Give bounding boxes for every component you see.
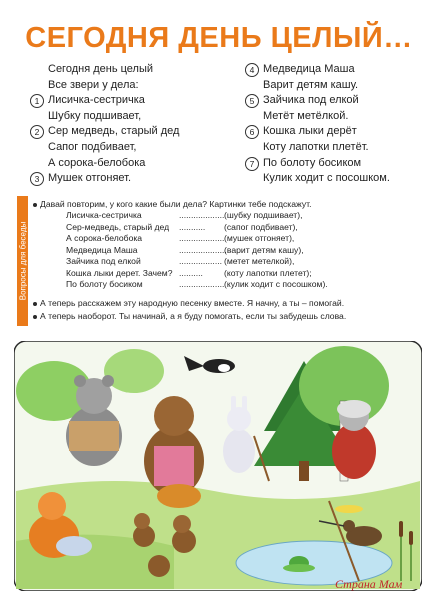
qa-dots: .......... bbox=[179, 267, 203, 278]
line-number-badge: 6 bbox=[245, 125, 259, 139]
question-text: А теперь наоборот. Ты начинай, а я буду помогать, если ты забудешь слова. bbox=[40, 311, 347, 321]
poem-line-text: Лисичка-сестричка bbox=[48, 94, 145, 107]
question-retell-reverse bbox=[33, 311, 433, 322]
cat bbox=[332, 400, 376, 479]
question-text: Давай повторим, у кого какие были дела? Картинки тебе подскажут. bbox=[40, 199, 312, 209]
poem-line bbox=[263, 140, 433, 156]
poem-line-text: Варит детям кашу. bbox=[263, 78, 359, 91]
qa-what: (варит детям кашу), bbox=[224, 244, 304, 255]
poem-line-text: Коту лапотки плетёт. bbox=[263, 140, 369, 153]
poem-line-text: Сапог подбивает, bbox=[48, 140, 137, 153]
poem-left-column bbox=[34, 62, 238, 187]
qa-who: По болоту босиком bbox=[66, 279, 143, 289]
watermark: Страна Мам bbox=[335, 577, 403, 591]
poem-line bbox=[48, 109, 238, 125]
poem-line-text: Сегодня день целый bbox=[48, 63, 154, 75]
qa-list bbox=[66, 210, 426, 291]
poem-line-text: По болоту босиком bbox=[263, 156, 362, 169]
poem-line bbox=[34, 93, 238, 109]
question-intro bbox=[33, 199, 433, 210]
line-number-badge: 3 bbox=[30, 172, 44, 186]
qa-dots: ................... bbox=[179, 233, 225, 243]
poem-line bbox=[263, 78, 433, 94]
poem-line-text: Мушек отгоняет. bbox=[48, 172, 132, 185]
poem-line-text: Все звери у дела: bbox=[48, 78, 139, 91]
qa-row bbox=[66, 256, 426, 268]
line-number-badge: 4 bbox=[245, 63, 259, 77]
poem-line bbox=[34, 171, 238, 187]
poem-line-text: Кошка лыки дерёт bbox=[263, 125, 357, 138]
discussion-sidebar bbox=[17, 196, 28, 326]
bullet-icon bbox=[33, 203, 37, 207]
qa-row bbox=[66, 233, 426, 245]
poem-line bbox=[249, 156, 433, 172]
poem-line-text: Кулик ходит с посошком. bbox=[263, 172, 390, 185]
poem-line bbox=[249, 93, 433, 109]
qa-who: Сер-медведь, старый дед bbox=[66, 221, 170, 232]
qa-dots: .................... bbox=[179, 244, 227, 255]
qa-dots: .................. bbox=[179, 256, 222, 266]
qa-who: Лисичка-сестричка bbox=[66, 210, 142, 220]
qa-row bbox=[66, 222, 426, 234]
poem-line bbox=[263, 109, 433, 125]
qa-who: А сорока-белобока bbox=[66, 233, 143, 243]
qa-what: (шубку подшивает), bbox=[224, 210, 303, 220]
poem-line bbox=[48, 156, 238, 172]
poem-line bbox=[249, 62, 433, 78]
bullet-icon bbox=[33, 315, 37, 319]
qa-who: Кошка лыки дерет. Зачем? bbox=[66, 267, 173, 278]
qa-row bbox=[66, 245, 426, 257]
question-text: А теперь расскажем эту народную песенку вместе. Я начну, а ты – помогай. bbox=[40, 298, 345, 308]
poem-line-text: Медведица Маша bbox=[263, 63, 355, 75]
qa-what: (метет метелкой), bbox=[224, 256, 295, 266]
poem-line-text: А сорока-белобока bbox=[48, 156, 146, 169]
qa-dots: ................... bbox=[179, 210, 225, 220]
forest-illustration bbox=[14, 341, 422, 591]
line-number-badge: 1 bbox=[30, 94, 44, 108]
poem-line bbox=[48, 62, 238, 78]
poem-line-text: Сер медведь, старый дед bbox=[48, 125, 180, 138]
poem-line bbox=[48, 140, 238, 156]
sidebar-label: Вопросы для беседы bbox=[18, 221, 27, 301]
poem-line bbox=[34, 124, 238, 140]
question-retell-together bbox=[33, 298, 433, 309]
qa-what: (сапог подбивает), bbox=[224, 221, 298, 232]
qa-row bbox=[66, 279, 426, 291]
line-number-badge: 5 bbox=[245, 94, 259, 108]
bullet-icon bbox=[33, 302, 37, 306]
poem-line bbox=[263, 171, 433, 187]
qa-what: (мушек отгоняет), bbox=[224, 233, 295, 243]
qa-dots: ................... bbox=[179, 279, 225, 289]
poem-line-text: Зайчика под елкой bbox=[263, 94, 359, 107]
poem-right-column bbox=[249, 62, 433, 187]
qa-who: Медведица Маша bbox=[66, 244, 138, 255]
poem-line-text: Шубку подшивает, bbox=[48, 109, 142, 122]
qa-dots: ........... bbox=[179, 221, 206, 232]
qa-row bbox=[66, 210, 426, 222]
page-title: СЕГОДНЯ ДЕНЬ ЦЕЛЫЙ… bbox=[25, 22, 413, 54]
qa-what: (кулик ходит с посошком). bbox=[224, 279, 328, 289]
qa-who: Зайчика под елкой bbox=[66, 256, 141, 266]
poem-line bbox=[48, 78, 238, 94]
line-number-badge: 7 bbox=[245, 157, 259, 171]
qa-row bbox=[66, 268, 426, 280]
qa-what: (коту лапотки плетет); bbox=[224, 267, 312, 278]
poem-line bbox=[249, 124, 433, 140]
poem-line-text: Метёт метёлкой. bbox=[263, 109, 349, 122]
line-number-badge: 2 bbox=[30, 125, 44, 139]
